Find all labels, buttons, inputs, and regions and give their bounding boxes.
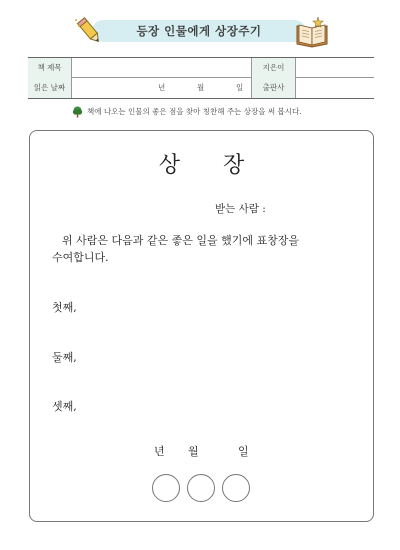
certificate-body bbox=[52, 232, 352, 266]
certificate-date-month: 월 bbox=[188, 445, 199, 458]
item-first: 첫째, bbox=[52, 301, 77, 314]
page-title: 등장 인물에게 상장주기 bbox=[136, 24, 262, 38]
certificate-date-day: 일 bbox=[238, 445, 249, 458]
read-date-field[interactable] bbox=[72, 78, 252, 98]
author-label: 지은이 bbox=[252, 58, 296, 78]
item-second: 둘째, bbox=[52, 351, 77, 364]
read-date-day: 일 bbox=[236, 83, 244, 92]
author-field[interactable] bbox=[296, 58, 374, 78]
certificate-body-line2: 수여합니다. bbox=[52, 251, 109, 264]
book-title-field[interactable] bbox=[72, 58, 252, 78]
item-third: 셋째, bbox=[52, 400, 77, 413]
stamp-circle[interactable] bbox=[187, 474, 215, 502]
pencil-icon bbox=[72, 14, 106, 48]
info-row-date bbox=[28, 78, 374, 98]
stamp-circle[interactable] bbox=[222, 474, 250, 502]
certificate-card bbox=[29, 130, 374, 522]
tree-icon bbox=[72, 106, 83, 118]
recipient-label: 받는 사람 : bbox=[215, 203, 266, 215]
book-title-label: 책 제목 bbox=[28, 58, 72, 78]
read-date-label: 읽은 날짜 bbox=[28, 78, 72, 98]
certificate-title: 상 장 bbox=[158, 153, 263, 178]
title-banner bbox=[92, 20, 306, 42]
instruction-text: 책에 나오는 인물의 좋은 점을 찾아 칭찬해 주는 상장을 써 봅시다. bbox=[87, 107, 302, 116]
stamp-circle[interactable] bbox=[152, 474, 180, 502]
book-icon bbox=[294, 14, 330, 48]
book-info-table bbox=[28, 57, 374, 99]
read-date-month: 월 bbox=[197, 83, 205, 92]
read-date-year: 년 bbox=[158, 83, 166, 92]
info-row-title bbox=[28, 58, 374, 78]
publisher-field[interactable] bbox=[296, 78, 374, 98]
certificate-date-year: 년 bbox=[154, 445, 165, 458]
certificate-body-line1: 위 사람은 다음과 같은 좋은 일을 했기에 표창장을 bbox=[62, 234, 299, 247]
publisher-label: 출판사 bbox=[252, 78, 296, 98]
